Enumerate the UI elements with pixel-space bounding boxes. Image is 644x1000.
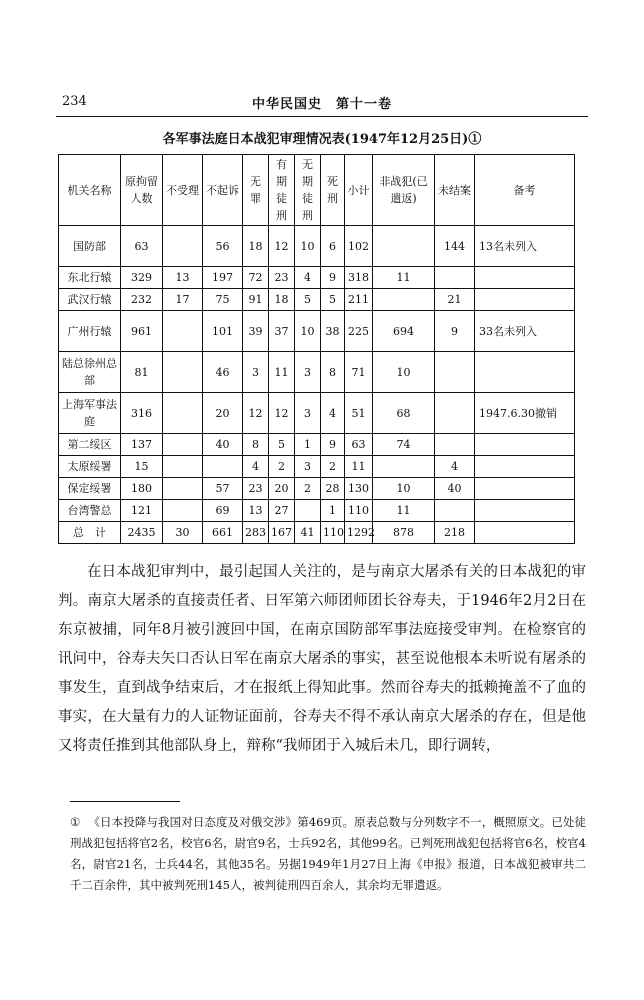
remark-cell: [475, 500, 575, 522]
table-cell: 318: [345, 267, 373, 289]
table-cell: 144: [435, 226, 475, 267]
org-name-cell: 上海军事法庭: [59, 393, 121, 434]
column-header: 非战犯(已遣返): [373, 155, 435, 226]
body-text: [58, 558, 586, 761]
remark-cell: 33名未列入: [475, 311, 575, 352]
column-header: 无罪: [243, 155, 269, 226]
table-cell: 3: [295, 456, 321, 478]
remark-cell: 13名未列入: [475, 226, 575, 267]
table-cell: 9: [435, 311, 475, 352]
table-cell: 4: [295, 267, 321, 289]
table-cell: 283: [243, 522, 269, 544]
table-cell: 878: [373, 522, 435, 544]
table-cell: 37: [269, 311, 295, 352]
table-cell: [373, 456, 435, 478]
table-cell: [163, 311, 203, 352]
table-cell: 12: [269, 393, 295, 434]
table-cell: 46: [203, 352, 243, 393]
table-cell: 5: [295, 289, 321, 311]
table-cell: 102: [345, 226, 373, 267]
column-header: 死刑: [321, 155, 345, 226]
table-cell: 8: [243, 434, 269, 456]
column-header: 不起诉: [203, 155, 243, 226]
table-cell: 56: [203, 226, 243, 267]
table-cell: 9: [321, 434, 345, 456]
column-header: 小计: [345, 155, 373, 226]
table-cell: 1: [321, 500, 345, 522]
table-cell: 3: [295, 352, 321, 393]
table-cell: 71: [345, 352, 373, 393]
table-cell: 12: [243, 393, 269, 434]
table-cell: 57: [203, 478, 243, 500]
org-name-cell: 武汉行辕: [59, 289, 121, 311]
table-row: [59, 289, 575, 311]
table-cell: 91: [243, 289, 269, 311]
table-cell: 6: [321, 226, 345, 267]
table-cell: 167: [269, 522, 295, 544]
remark-cell: [475, 352, 575, 393]
page-header: [56, 92, 588, 117]
table-cell: 661: [203, 522, 243, 544]
table-cell: 40: [435, 478, 475, 500]
org-name-cell: 陆总徐州总部: [59, 352, 121, 393]
table-cell: [435, 500, 475, 522]
table-cell: 1: [295, 434, 321, 456]
table-cell: [435, 393, 475, 434]
table-cell: 20: [203, 393, 243, 434]
table-cell: 18: [243, 226, 269, 267]
remark-cell: [475, 267, 575, 289]
table-cell: 5: [321, 289, 345, 311]
table-cell: [163, 500, 203, 522]
column-header: 原拘留人数: [121, 155, 163, 226]
table-cell: 69: [203, 500, 243, 522]
table-cell: [435, 267, 475, 289]
table-cell: 28: [321, 478, 345, 500]
table-cell: [373, 226, 435, 267]
table-cell: 329: [121, 267, 163, 289]
table-cell: [435, 434, 475, 456]
paragraph: 在日本战犯审判中，最引起国人关注的，是与南京大屠杀有关的日本战犯的审判。南京大屠杀的直接责任者、日军第六师团师团长谷寿夫，于1946年2月2日在东京被捕，同年8月被引渡回中国，在南京国防部军事法庭接受审判。在检察官的讯问中，谷寿夫矢口否认日军在南京大屠杀的事实，甚至说他根本未听说有屠杀的事发生，直到战争结束后，才在报纸上得知此事。然而谷寿夫的抵赖掩盖不了血的事实，在大量有力的人证物证面前，谷寿夫不得不承认南京大屠杀的存在，但是他又将责任推到其他部队身上，辩称“我师团于入城后未几，即行调转，: [58, 564, 586, 754]
table-cell: 316: [121, 393, 163, 434]
table-cell: 10: [295, 226, 321, 267]
table-cell: 17: [163, 289, 203, 311]
table-cell: 18: [269, 289, 295, 311]
table-cell: 961: [121, 311, 163, 352]
table-cell: 232: [121, 289, 163, 311]
running-title: 中华民国史 第十一卷: [251, 97, 392, 112]
table-cell: 11: [373, 267, 435, 289]
table-cell: 75: [203, 289, 243, 311]
table-cell: 3: [295, 393, 321, 434]
remark-cell: [475, 478, 575, 500]
table-row: [59, 226, 575, 267]
footnote-mark: ①: [70, 815, 81, 829]
org-name-cell: 太原绥署: [59, 456, 121, 478]
table-cell: [203, 456, 243, 478]
table-cell: 225: [345, 311, 373, 352]
table-cell: 218: [435, 522, 475, 544]
table-cell: 27: [269, 500, 295, 522]
remark-cell: [475, 522, 575, 544]
table-cell: 10: [373, 478, 435, 500]
table-cell: 11: [373, 500, 435, 522]
table-cell: 63: [121, 226, 163, 267]
table-row: [59, 267, 575, 289]
org-name-cell: 广州行辕: [59, 311, 121, 352]
remark-cell: [475, 289, 575, 311]
table-cell: 72: [243, 267, 269, 289]
war-criminal-trials-table: [58, 154, 575, 544]
table-cell: [373, 289, 435, 311]
table-cell: 38: [321, 311, 345, 352]
table-cell: 23: [243, 478, 269, 500]
table-row: [59, 311, 575, 352]
org-name-cell: 保定绥署: [59, 478, 121, 500]
table-cell: 74: [373, 434, 435, 456]
table-cell: 63: [345, 434, 373, 456]
table-cell: 8: [321, 352, 345, 393]
table-cell: [163, 393, 203, 434]
table-cell: 11: [345, 456, 373, 478]
table-body: [59, 226, 575, 544]
table-cell: 21: [435, 289, 475, 311]
table-cell: 20: [269, 478, 295, 500]
table-cell: 11: [269, 352, 295, 393]
table-cell: [435, 352, 475, 393]
table-row: [59, 456, 575, 478]
table-cell: 121: [121, 500, 163, 522]
table-cell: 4: [321, 393, 345, 434]
table-cell: 211: [345, 289, 373, 311]
table-cell: 197: [203, 267, 243, 289]
footnote-text: 《日本投降与我国对日态度及对俄交涉》第469页。原表总数与分列数字不一，概照原文。已处徒刑战犯包括将官2名，校官6名，尉官9名，士兵92名，其他99名。已判死刑战犯包括将官6名，校官4名，尉官21名，士兵44名，其他35名。另据1949年1月27日上海《申报》报道，日本战犯被审共二千二百余件，其中被判死刑145人，被判徒刑四百余人，其余均无罪遣返。: [70, 815, 587, 892]
table-cell: 4: [243, 456, 269, 478]
table-cell: 2: [321, 456, 345, 478]
org-name-cell: 东北行辕: [59, 267, 121, 289]
table-cell: 694: [373, 311, 435, 352]
table-cell: 10: [373, 352, 435, 393]
table-cell: [163, 478, 203, 500]
table-cell: 2: [269, 456, 295, 478]
table-cell: [163, 352, 203, 393]
column-header: 有期徒刑: [269, 155, 295, 226]
table-cell: 81: [121, 352, 163, 393]
org-name-cell: 第二绥区: [59, 434, 121, 456]
table-cell: 10: [295, 311, 321, 352]
org-name-cell: 国防部: [59, 226, 121, 267]
table-cell: 2435: [121, 522, 163, 544]
table-cell: [163, 434, 203, 456]
column-header: 备考: [475, 155, 575, 226]
remark-cell: [475, 434, 575, 456]
page-number: 234: [62, 94, 87, 109]
table-row: [59, 434, 575, 456]
table-cell: 15: [121, 456, 163, 478]
table-header-row: [59, 155, 575, 226]
column-header: 无期徒刑: [295, 155, 321, 226]
table-row: [59, 478, 575, 500]
table-cell: [295, 500, 321, 522]
table-cell: 130: [345, 478, 373, 500]
org-name-cell: 总 计: [59, 522, 121, 544]
footnote: [70, 812, 586, 896]
table-cell: 1292: [345, 522, 373, 544]
column-header: 不受理: [163, 155, 203, 226]
table-row: [59, 522, 575, 544]
table-cell: 110: [321, 522, 345, 544]
table-cell: 13: [163, 267, 203, 289]
table-cell: 30: [163, 522, 203, 544]
table-cell: [163, 226, 203, 267]
table-cell: 68: [373, 393, 435, 434]
table-cell: 51: [345, 393, 373, 434]
table-cell: 4: [435, 456, 475, 478]
table-cell: 13: [243, 500, 269, 522]
table-cell: 137: [121, 434, 163, 456]
table-cell: 41: [295, 522, 321, 544]
org-name-cell: 台湾警总: [59, 500, 121, 522]
table-cell: 180: [121, 478, 163, 500]
table-cell: 23: [269, 267, 295, 289]
column-header: 机关名称: [59, 155, 121, 226]
table-row: [59, 352, 575, 393]
table-cell: 39: [243, 311, 269, 352]
remark-cell: 1947.6.30撤销: [475, 393, 575, 434]
table-title: 各军事法庭日本战犯审理情况表(1947年12月25日)①: [162, 132, 482, 147]
column-header: 未结案: [435, 155, 475, 226]
table-cell: 2: [295, 478, 321, 500]
table-row: [59, 393, 575, 434]
table-cell: 3: [243, 352, 269, 393]
table-cell: 5: [269, 434, 295, 456]
table-cell: [163, 456, 203, 478]
table-cell: 12: [269, 226, 295, 267]
remark-cell: [475, 456, 575, 478]
footnote-divider: [70, 801, 180, 802]
table-cell: 101: [203, 311, 243, 352]
table-row: [59, 500, 575, 522]
table-cell: 110: [345, 500, 373, 522]
table-cell: 9: [321, 267, 345, 289]
table-cell: 40: [203, 434, 243, 456]
